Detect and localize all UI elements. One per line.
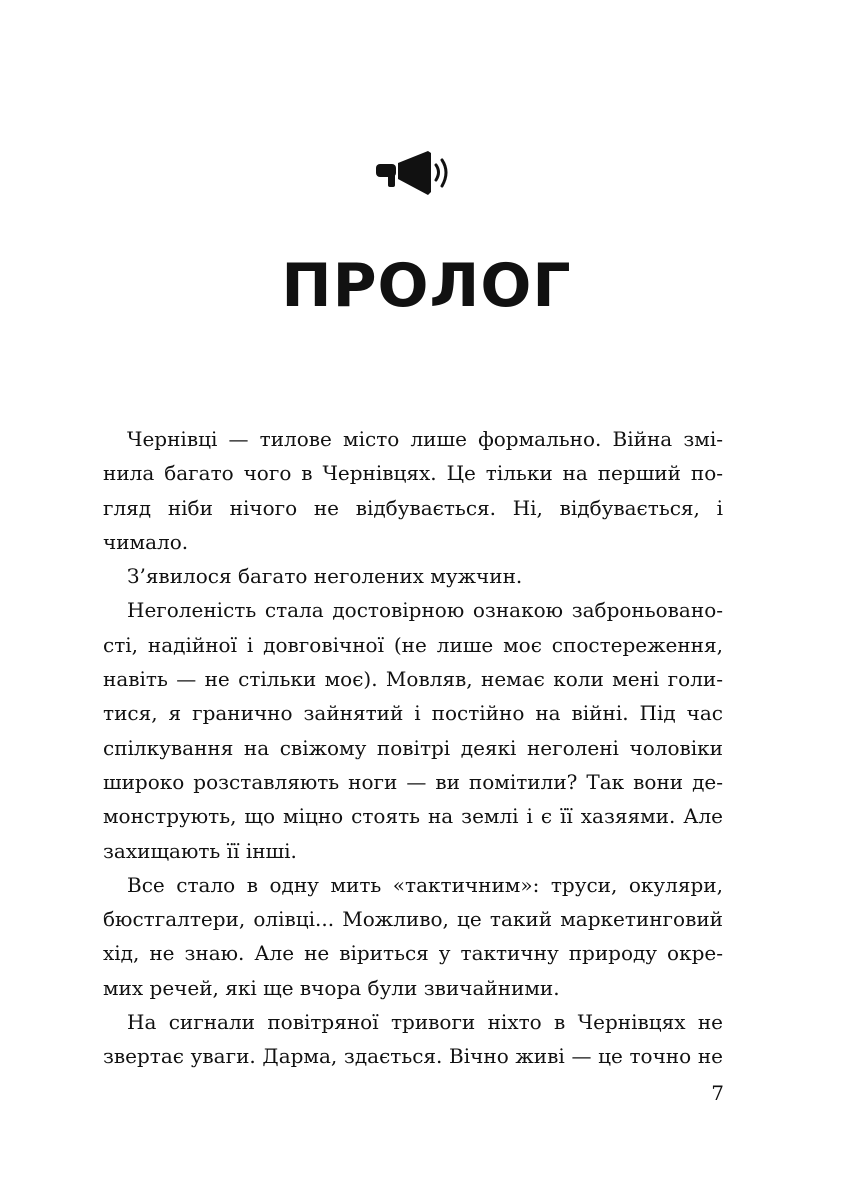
text-line: гляд ніби нічого не відбувається. Ні, відбувається, і чимало. [103,495,723,554]
text-line: На сигнали повітряної тривоги ніхто в Чернівцях не [127,1010,723,1035]
megaphone-icon [374,150,454,196]
paragraph [103,422,723,559]
text-line: широко розставляють ноги — ви помітили? Так вони де- [103,769,723,794]
text-line: Чернівці — тилове місто лише формально. Війна змі- [127,427,723,451]
paragraph [103,559,723,593]
text-line: Все стало в одну мить «тактичним»: труси, окуляри, [127,872,723,897]
page-number: 7 [711,1081,724,1105]
text-line: Неголеність стала достовірною ознакою заброньовано- [127,598,723,623]
text-line: хід, не знаю. Але не віриться у тактичну природу окре- [103,941,723,966]
text-line: тися, я гранично зайнятий і постійно на війні. Під час [103,701,723,726]
text-line: бюстгалтери, олівці... Можливо, це такий маркетинговий [103,907,723,932]
text-line: захищають її інші. [103,838,297,863]
text-line: мих речей, які ще вчора були звичайними. [103,975,560,1000]
paragraph [103,593,723,867]
text-line: нила багато чого в Чернівцях. Це тільки на перший по- [103,461,723,486]
text-line: звертає уваги. Дарма, здається. Вічно живі — це точно не [103,1044,723,1069]
text-line: сті, надійної і довговічної (не лише моє спостереження, [103,632,723,657]
paragraph [103,868,723,1005]
text-line: З’явилося багато неголених мужчин. [127,564,523,589]
chapter-body [103,422,723,1074]
text-line: спілкування на свіжому повітрі деякі неголені чоловіки [103,735,723,760]
text-line: монструють, що міцно стоять на землі і є її хазяями. Але [103,804,723,829]
text-line: навіть — не стільки моє). Мовляв, немає коли мені голи- [103,667,723,692]
chapter-title: ПРОЛОГ [281,251,572,321]
paragraph [103,1005,723,1074]
